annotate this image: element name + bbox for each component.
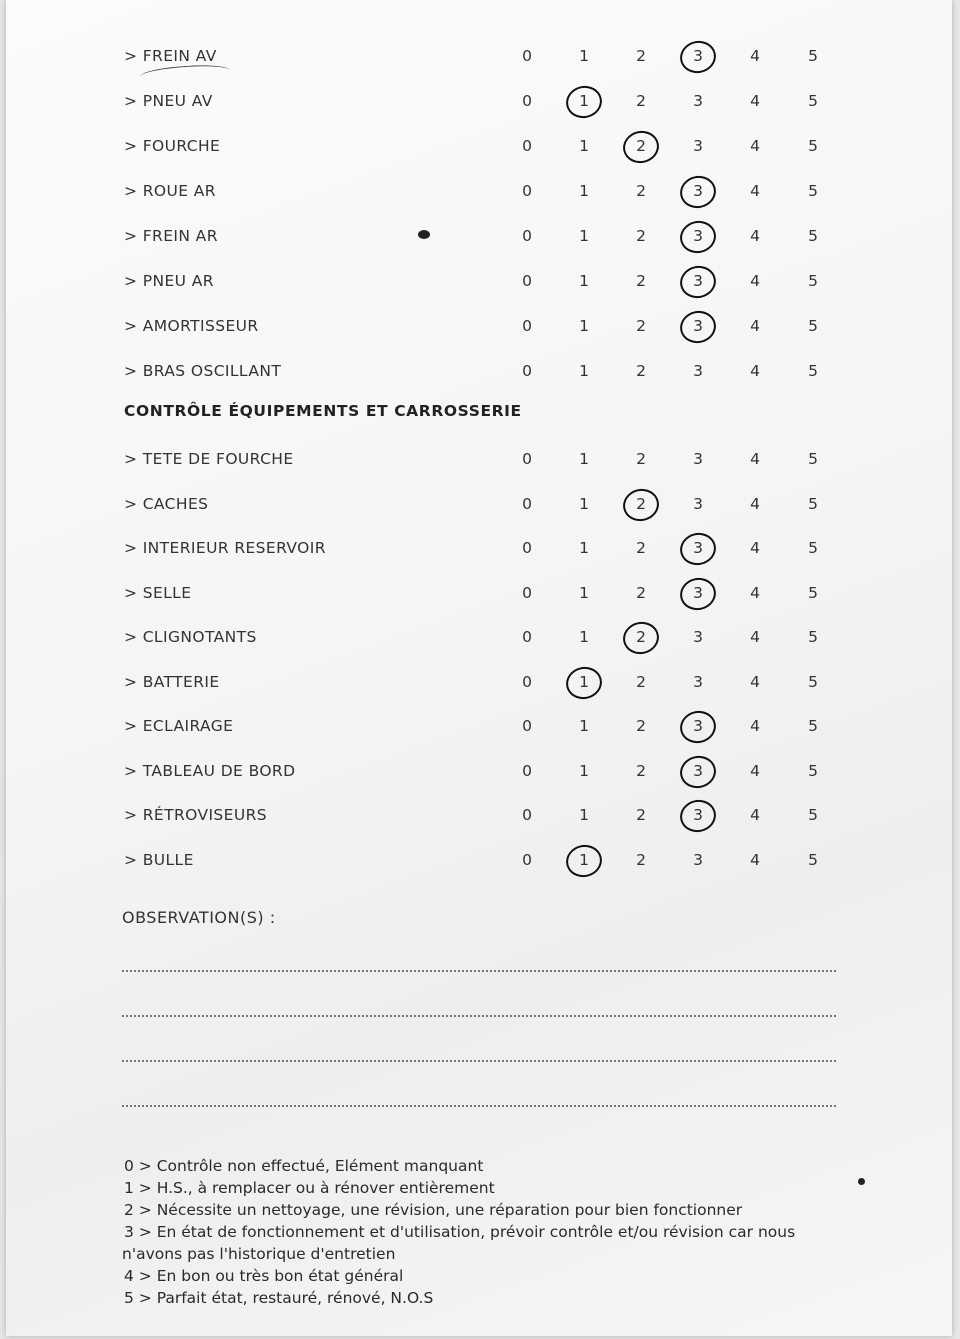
rating-option: 1: [579, 137, 589, 155]
rating-option-selected: 3: [688, 227, 708, 245]
rating-option: 5: [808, 182, 818, 200]
rating-option: 5: [808, 47, 818, 65]
rating-row: [0, 43, 960, 73]
rating-option: 5: [808, 717, 818, 735]
rating-option: 0: [522, 850, 532, 869]
rating-option: 1: [579, 47, 589, 65]
rating-row: [0, 802, 960, 832]
legend-item-4: 4 > En bon ou très bon état général: [124, 1267, 404, 1285]
rating-option: 1: [579, 272, 589, 290]
rating-option: 0: [522, 450, 532, 468]
rating-option: 4: [750, 450, 760, 468]
rating-option: 4: [750, 227, 760, 245]
row-label: > PNEU AR: [124, 272, 214, 290]
rating-option-selected: 3: [688, 717, 708, 735]
observation-line-2: [122, 1015, 836, 1017]
rating-option: 0: [522, 137, 532, 155]
section-title: CONTRÔLE ÉQUIPEMENTS ET CARROSSERIE: [124, 402, 522, 420]
rating-option: 4: [750, 137, 760, 155]
rating-option: 3: [693, 92, 703, 110]
rating-option: 4: [750, 92, 760, 110]
rating-option: 5: [808, 137, 818, 155]
rating-row: [0, 758, 960, 788]
rating-option-selected: 3: [688, 584, 708, 602]
rating-option: 2: [636, 317, 646, 335]
rating-option: 3: [693, 362, 703, 380]
rating-legend: [124, 1155, 844, 1309]
rating-option: 3: [693, 672, 703, 691]
rating-option: 4: [750, 47, 760, 65]
rating-option: 1: [579, 583, 589, 602]
rating-option: 2: [636, 227, 646, 245]
rating-row: [0, 88, 960, 118]
row-label: > RÉTROVISEURS: [124, 806, 268, 824]
rating-option: 2: [636, 92, 646, 110]
rating-row: [0, 446, 960, 476]
rating-option-selected: 2: [631, 137, 651, 155]
rating-row: [0, 178, 960, 208]
rating-option-selected: 1: [574, 851, 594, 869]
rating-option-selected: 3: [688, 539, 708, 557]
row-label: > SELLE: [124, 583, 192, 602]
rating-option: 5: [808, 672, 818, 691]
row-label: > FREIN AR: [124, 227, 218, 245]
rating-option: 0: [522, 717, 532, 735]
rating-option: 4: [750, 182, 760, 200]
rating-option-selected: 3: [688, 272, 708, 290]
rating-option: 0: [522, 761, 532, 780]
rating-option: 4: [750, 672, 760, 691]
legend-item-2: 2 > Nécessite un nettoyage, une révision, une réparation pour bien fonctionner: [124, 1201, 743, 1219]
rating-option-selected: 2: [631, 495, 651, 513]
rating-option: 2: [636, 717, 646, 735]
rating-option: 5: [808, 227, 818, 245]
rating-option: 5: [808, 362, 818, 380]
row-label: > CACHES: [124, 494, 209, 513]
rating-option-selected: 3: [688, 806, 708, 824]
rating-option-selected: 1: [574, 92, 594, 110]
row-label: > INTERIEUR RESERVOIR: [124, 539, 326, 557]
rating-option: 4: [750, 494, 760, 513]
rating-option: 0: [522, 317, 532, 335]
row-label: > FREIN AV: [124, 47, 217, 65]
rating-option: 2: [636, 450, 646, 468]
row-label: > AMORTISSEUR: [124, 317, 259, 335]
rating-option: 5: [808, 317, 818, 335]
rating-row: [0, 313, 960, 343]
rating-row: [0, 847, 960, 877]
observations-label: OBSERVATION(S) :: [122, 908, 276, 927]
rating-option: 1: [579, 717, 589, 735]
rating-option: 0: [522, 272, 532, 290]
rating-option: 0: [522, 47, 532, 65]
rating-option: 5: [808, 450, 818, 468]
rating-row: [0, 223, 960, 253]
rating-option: 1: [579, 182, 589, 200]
rating-option-selected: 2: [631, 628, 651, 646]
rating-option: 2: [636, 672, 646, 691]
rating-option: 0: [522, 362, 532, 380]
ink-speck: [858, 1178, 865, 1185]
rating-row: [0, 713, 960, 743]
rating-option: 5: [808, 494, 818, 513]
row-label: > BULLE: [124, 850, 194, 869]
rating-option: 4: [750, 539, 760, 557]
rating-option: 4: [750, 317, 760, 335]
rating-option-selected: 1: [574, 673, 594, 691]
row-label: > TETE DE FOURCHE: [124, 450, 294, 468]
rating-option: 3: [693, 628, 703, 646]
rating-option: 0: [522, 806, 532, 824]
rating-option: 2: [636, 583, 646, 602]
rating-option: 1: [579, 628, 589, 646]
legend-item-3-continued: n'avons pas l'historique d'entretien: [122, 1245, 396, 1263]
row-label: > TABLEAU DE BORD: [124, 761, 296, 780]
rating-option: 3: [693, 494, 703, 513]
rating-option: 3: [693, 137, 703, 155]
row-label: > FOURCHE: [124, 137, 221, 155]
rating-option: 2: [636, 362, 646, 380]
legend-item-0: 0 > Contrôle non effectué, Elément manquant: [124, 1157, 484, 1175]
rating-option: 2: [636, 539, 646, 557]
rating-option: 5: [808, 539, 818, 557]
rating-option: 4: [750, 761, 760, 780]
row-label: > BRAS OSCILLANT: [124, 362, 282, 380]
rating-row: [0, 133, 960, 163]
rating-row: [0, 535, 960, 565]
rating-row: [0, 580, 960, 610]
observation-line-1: [122, 970, 836, 972]
row-label: > CLIGNOTANTS: [124, 628, 257, 646]
rating-option: 4: [750, 850, 760, 869]
row-label: > PNEU AV: [124, 92, 213, 110]
rating-option: 4: [750, 362, 760, 380]
rating-option: 1: [579, 806, 589, 824]
rating-option: 4: [750, 583, 760, 602]
legend-item-3: 3 > En état de fonctionnement et d'utilisation, prévoir contrôle et/ou révision car nous: [124, 1223, 796, 1241]
legend-item-5: 5 > Parfait état, restauré, rénové, N.O.S: [124, 1289, 434, 1307]
observation-line-4: [122, 1105, 836, 1107]
rating-option: 2: [636, 761, 646, 780]
rating-option: 2: [636, 850, 646, 869]
rating-row: [0, 669, 960, 699]
rating-option: 0: [522, 672, 532, 691]
rating-option: 2: [636, 47, 646, 65]
rating-option: 4: [750, 717, 760, 735]
rating-option: 1: [579, 450, 589, 468]
rating-option: 0: [522, 539, 532, 557]
legend-item-1: 1 > H.S., à remplacer ou à rénover entièrement: [124, 1179, 495, 1197]
rating-option: 5: [808, 272, 818, 290]
rating-option: 4: [750, 272, 760, 290]
rating-option: 5: [808, 583, 818, 602]
rating-option: 2: [636, 272, 646, 290]
rating-option: 1: [579, 362, 589, 380]
rating-option: 0: [522, 227, 532, 245]
row-label: > ROUE AR: [124, 182, 216, 200]
rating-option: 2: [636, 182, 646, 200]
rating-option: 5: [808, 628, 818, 646]
rating-option: 3: [693, 850, 703, 869]
rating-option-selected: 3: [688, 317, 708, 335]
ink-speck: [418, 230, 430, 239]
rating-row: [0, 491, 960, 521]
rating-option: 0: [522, 92, 532, 110]
rating-option: 5: [808, 761, 818, 780]
rating-option: 4: [750, 628, 760, 646]
row-label: > BATTERIE: [124, 672, 220, 691]
rating-option: 4: [750, 806, 760, 824]
rating-option-selected: 3: [688, 47, 708, 65]
observation-line-3: [122, 1060, 836, 1062]
rating-option: 0: [522, 182, 532, 200]
row-label: > ECLAIRAGE: [124, 717, 234, 735]
rating-option: 1: [579, 761, 589, 780]
rating-option: 5: [808, 92, 818, 110]
rating-option: 0: [522, 494, 532, 513]
rating-row: [0, 268, 960, 298]
rating-option: 1: [579, 227, 589, 245]
rating-option: 5: [808, 850, 818, 869]
rating-option-selected: 3: [688, 762, 708, 780]
rating-option: 1: [579, 494, 589, 513]
rating-option-selected: 3: [688, 182, 708, 200]
rating-option: 0: [522, 628, 532, 646]
rating-option: 5: [808, 806, 818, 824]
rating-row: [0, 624, 960, 654]
rating-option: 3: [693, 450, 703, 468]
rating-option: 0: [522, 583, 532, 602]
rating-option: 2: [636, 806, 646, 824]
rating-row: [0, 358, 960, 388]
rating-option: 1: [579, 317, 589, 335]
rating-option: 1: [579, 539, 589, 557]
